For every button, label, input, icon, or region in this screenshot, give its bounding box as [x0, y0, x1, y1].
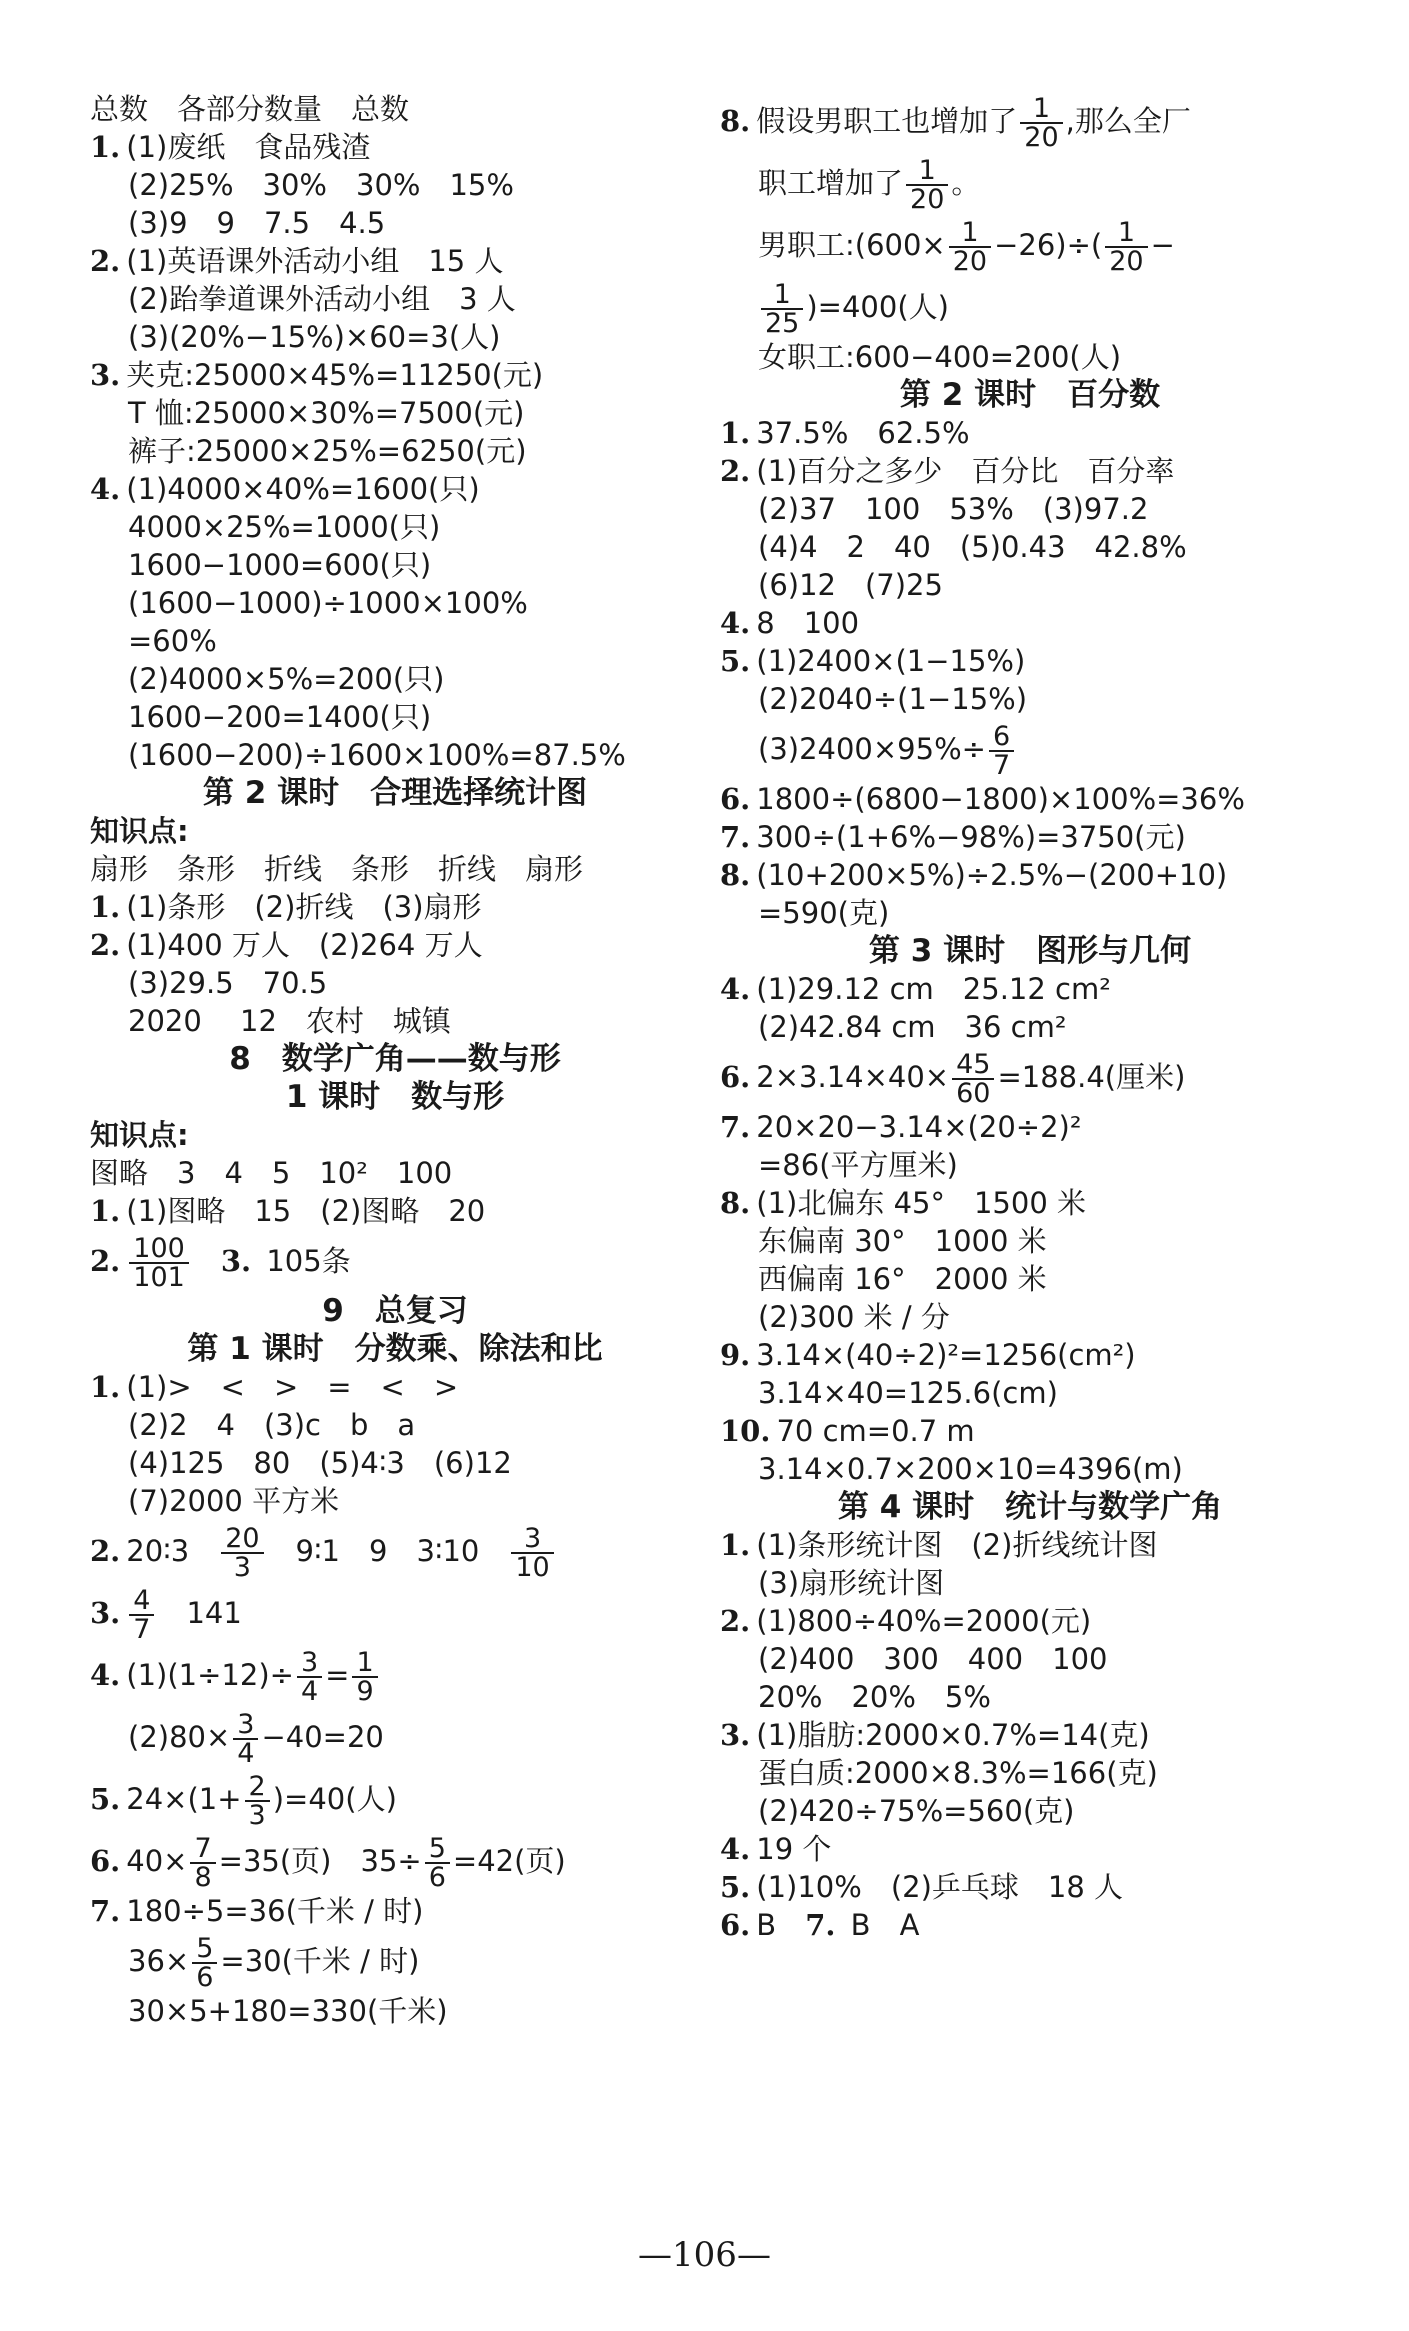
answer-line — [90, 204, 700, 242]
answer-text: 37.5% 62.5% — [756, 416, 970, 450]
answer-text: 3.14×0.7×200×10=4396(m) — [758, 1452, 1183, 1486]
question-number: 2. — [90, 1244, 121, 1278]
question-number: 5. — [720, 1870, 751, 1904]
fraction-numerator: 100 — [129, 1235, 189, 1264]
question-number: 1. — [90, 1370, 121, 1404]
answer-line — [720, 1008, 1340, 1046]
answer-text: 蛋白质:2000×8.3%=166(克) — [758, 1756, 1158, 1790]
answer-text: (3)2400×95%÷ — [758, 732, 986, 766]
answer-text: (3)(20%−15%)×60=3(人) — [128, 320, 501, 354]
answer-text: (3)29.5 70.5 — [128, 966, 328, 1000]
question-number: 3. — [220, 1244, 252, 1278]
answer-line — [720, 1716, 1340, 1754]
fraction-numerator: 4 — [129, 1587, 154, 1616]
answer-text: 9∶1 9 3∶10 — [266, 1534, 509, 1568]
answer-text: 2×3.14×40× — [756, 1060, 950, 1094]
answer-text: (1)脂肪:2000×0.7%=14(克) — [756, 1718, 1150, 1752]
answer-line — [720, 1602, 1340, 1640]
answer-line — [720, 1336, 1340, 1374]
answer-line — [720, 1108, 1340, 1146]
answer-line — [720, 338, 1340, 376]
answer-text: (1)英语课外活动小组 15 人 — [126, 244, 504, 278]
fraction-numerator: 45 — [952, 1051, 994, 1080]
answer-line — [720, 894, 1340, 932]
question-number: 5. — [90, 1782, 121, 1816]
answer-line — [90, 508, 700, 546]
question-number: 8. — [720, 104, 751, 138]
answer-text: =188.4(厘米) — [997, 1060, 1186, 1094]
right-column — [720, 90, 1340, 1944]
section-heading: 8 数学广角——数与形 — [229, 1041, 561, 1077]
answer-text: (6)12 (7)25 — [758, 568, 943, 602]
fraction — [425, 1835, 450, 1891]
answer-text: B A — [841, 1908, 920, 1942]
left-column — [90, 90, 700, 2030]
answer-line — [90, 1444, 700, 1482]
question-number: 8. — [720, 1186, 751, 1220]
answer-line — [90, 546, 700, 584]
answer-text: (1)(1÷12)÷ — [126, 1658, 294, 1692]
question-number: 7. — [720, 1110, 751, 1144]
question-number: 2. — [90, 1534, 121, 1568]
answer-text: (10+200×5%)÷2.5%−(200+10) — [756, 858, 1228, 892]
fraction-denominator: 6 — [428, 1862, 446, 1893]
question-number: 2. — [90, 928, 121, 962]
answer-text: (3)9 9 7.5 4.5 — [128, 206, 386, 240]
fraction — [297, 1649, 322, 1705]
answer-text: 30×5+180=330(千米) — [128, 1994, 448, 2028]
question-number: 9. — [720, 1338, 751, 1372]
answer-text: 1800÷(6800−1800)×100%=36% — [756, 782, 1245, 816]
answer-line — [90, 1154, 700, 1192]
answer-line — [90, 888, 700, 926]
answer-line — [90, 1992, 700, 2030]
fraction-denominator: 20 — [1109, 246, 1144, 277]
answer-line — [720, 818, 1340, 856]
answer-line — [90, 1582, 700, 1644]
answer-text: (2)2040÷(1−15%) — [758, 682, 1028, 716]
fraction — [129, 1587, 154, 1643]
fraction — [129, 1235, 189, 1291]
answer-line — [720, 1830, 1340, 1868]
fraction — [233, 1711, 258, 1767]
answer-text: (1)29.12 cm 25.12 cm² — [756, 972, 1111, 1006]
question-number: 3. — [90, 358, 121, 392]
answer-text: 职工增加了 — [758, 166, 904, 200]
answer-text: (1)> < > = < > — [126, 1370, 459, 1404]
answer-text: (2)300 米 / 分 — [758, 1300, 950, 1334]
answer-text: 裤子:25000×25%=6250(元) — [128, 434, 527, 468]
fraction-denominator: 3 — [248, 1800, 266, 1831]
question-number: 1. — [90, 890, 121, 924]
answer-line — [720, 1868, 1340, 1906]
answer-text: (2)4000×5%=200(只) — [128, 662, 445, 696]
answer-line — [90, 1368, 700, 1406]
fraction — [989, 723, 1014, 779]
answer-text: 男职工:(600× — [758, 228, 946, 262]
fraction-denominator: 7 — [133, 1614, 151, 1645]
answer-text: 4000×25%=1000(只) — [128, 510, 441, 544]
answer-line — [720, 414, 1340, 452]
knowledge-label: 知识点: — [90, 1118, 189, 1152]
fraction-denominator: 20 — [952, 246, 988, 277]
answer-text: =30(千米 / 时) — [220, 1944, 420, 1978]
answer-line — [720, 1298, 1340, 1336]
answer-text: 女职工:600−400=200(人) — [758, 340, 1122, 374]
answer-text: 20% 20% 5% — [758, 1680, 991, 1714]
fraction — [952, 1051, 994, 1107]
answer-text: B — [756, 1908, 806, 1942]
fraction-numerator: 3 — [511, 1525, 553, 1554]
answer-text: (1600−200)÷1600×100%=87.5% — [128, 738, 626, 772]
answer-text: (4)125 80 (5)4∶3 (6)12 — [128, 1446, 512, 1480]
answer-line — [720, 718, 1340, 780]
answer-line — [720, 90, 1340, 152]
fraction-numerator: 1 — [1020, 95, 1062, 124]
answer-line — [90, 280, 700, 318]
answer-line — [90, 1520, 700, 1582]
answer-line — [720, 604, 1340, 642]
answer-text: 西偏南 16° 2000 米 — [758, 1262, 1047, 1296]
answer-line — [90, 1482, 700, 1520]
answer-line — [90, 1002, 700, 1040]
answer-text: 扇形 条形 折线 条形 折线 扇形 — [90, 852, 584, 886]
fraction — [761, 281, 803, 337]
answer-line — [90, 1830, 700, 1892]
answer-line — [720, 214, 1340, 276]
answer-line — [720, 680, 1340, 718]
answer-line — [720, 1046, 1340, 1108]
question-number: 1. — [90, 130, 121, 164]
answer-line — [90, 1192, 700, 1230]
answer-text: T 恤:25000×30%=7500(元) — [128, 396, 525, 430]
fraction — [1020, 95, 1062, 151]
answer-line — [720, 276, 1340, 338]
answer-line — [720, 1146, 1340, 1184]
fraction-denominator: 4 — [237, 1738, 255, 1769]
answer-text: (1)百分之多少 百分比 百分率 — [756, 454, 1175, 488]
page-number: —106— — [638, 2235, 771, 2275]
answer-text: 40× — [126, 1844, 188, 1878]
answer-text — [192, 1244, 221, 1278]
answer-text: =42(页) — [452, 1844, 566, 1878]
fraction-denominator: 20 — [1024, 122, 1059, 153]
fraction — [352, 1649, 377, 1705]
fraction — [1105, 219, 1147, 275]
fraction-denominator: 4 — [300, 1676, 319, 1707]
answer-text: 20∶3 — [126, 1534, 219, 1568]
answer-line — [90, 1706, 700, 1768]
answer-line — [90, 622, 700, 660]
answer-line — [90, 318, 700, 356]
question-number: 6. — [90, 1844, 121, 1878]
answer-line — [90, 660, 700, 698]
answer-line — [90, 1892, 700, 1930]
question-number: 7. — [720, 820, 751, 854]
question-number: 2. — [90, 244, 121, 278]
answer-line — [720, 1222, 1340, 1260]
fraction — [190, 1835, 215, 1891]
answer-line — [90, 964, 700, 1002]
answer-line — [720, 1450, 1340, 1488]
answer-text: − — [1150, 228, 1175, 262]
question-number: 8. — [720, 858, 751, 892]
answer-text: 3.14×(40÷2)²=1256(cm²) — [756, 1338, 1136, 1372]
question-number: 6. — [720, 1908, 751, 1942]
fraction-numerator: 7 — [190, 1835, 215, 1864]
answer-text: 19 个 — [756, 1832, 832, 1866]
answer-text: (1)废纸 食品残渣 — [126, 130, 371, 164]
answer-line — [720, 1754, 1340, 1792]
answer-line — [720, 152, 1340, 214]
answer-text: 300÷(1+6%−98%)=3750(元) — [756, 820, 1186, 854]
fraction-denominator: 8 — [194, 1862, 212, 1893]
answer-text: 70 cm=0.7 m — [776, 1414, 975, 1448]
answer-line — [90, 736, 700, 774]
fraction-denominator: 101 — [133, 1262, 185, 1293]
fraction-denominator: 9 — [356, 1676, 374, 1707]
answer-text: (1)图略 15 (2)图略 20 — [126, 1194, 486, 1228]
answer-text: 20×20−3.14×(20÷2)² — [756, 1110, 1082, 1144]
answer-line — [90, 128, 700, 166]
section-heading: 9 总复习 — [322, 1293, 468, 1329]
question-number: 1. — [90, 1194, 121, 1228]
answer-line — [90, 698, 700, 736]
answer-text: (2)420÷75%=560(克) — [758, 1794, 1075, 1828]
fraction-numerator: 5 — [192, 1935, 217, 1964]
answer-text: 图略 3 4 5 10² 100 — [90, 1156, 453, 1190]
question-number: 4. — [90, 1658, 121, 1692]
answer-line — [720, 528, 1340, 566]
answer-text: (1)条形 (2)折线 (3)扇形 — [126, 890, 482, 924]
answer-line — [90, 850, 700, 888]
answer-line — [90, 166, 700, 204]
answer-line — [90, 356, 700, 394]
fraction-numerator: 1 — [1105, 219, 1147, 248]
answer-line — [720, 1184, 1340, 1222]
fraction-denominator: 3 — [233, 1552, 251, 1583]
answer-line — [90, 1230, 700, 1292]
answer-text: 141 — [157, 1596, 242, 1630]
answer-text: 2020 12 农村 城镇 — [128, 1004, 451, 1038]
answer-line — [720, 490, 1340, 528]
answer-line — [720, 1906, 1340, 1944]
answer-text: 3.14×40=125.6(cm) — [758, 1376, 1058, 1410]
answer-text: )=400(人) — [806, 290, 949, 324]
answer-text: (1600−1000)÷1000×100% — [128, 586, 528, 620]
question-number: 7. — [90, 1894, 121, 1928]
answer-text: 夹克:25000×45%=11250(元) — [126, 358, 544, 392]
fraction-numerator: 5 — [425, 1835, 450, 1864]
answer-text: −26)÷( — [994, 228, 1103, 262]
answer-line — [720, 970, 1340, 1008]
knowledge-label: 知识点: — [90, 814, 189, 848]
answer-text: =590(克) — [758, 896, 890, 930]
fraction-numerator: 1 — [906, 157, 948, 186]
answer-line — [720, 1564, 1340, 1602]
section-heading: 第 3 课时 图形与几何 — [868, 933, 1192, 969]
answer-text: ,那么全厂 — [1065, 104, 1191, 138]
section-heading: 第 2 课时 合理选择统计图 — [202, 775, 588, 811]
answer-text: =60% — [128, 624, 217, 658]
answer-line — [90, 1644, 700, 1706]
answer-text: (2)42.84 cm 36 cm² — [758, 1010, 1067, 1044]
answer-line — [720, 1260, 1340, 1298]
answer-line — [90, 90, 700, 128]
fraction — [221, 1525, 263, 1581]
question-number: 3. — [720, 1718, 751, 1752]
fraction-numerator: 3 — [297, 1649, 322, 1678]
fraction — [245, 1773, 270, 1829]
answer-line — [90, 926, 700, 964]
answer-text: 24×(1+ — [126, 1782, 242, 1816]
fraction-denominator: 6 — [196, 1962, 214, 1993]
answer-text: 1600−200=1400(只) — [128, 700, 432, 734]
answer-line — [720, 1640, 1340, 1678]
answer-text: 东偏南 30° 1000 米 — [758, 1224, 1047, 1258]
answer-text: (1)800÷40%=2000(元) — [756, 1604, 1092, 1638]
answer-line — [90, 1930, 700, 1992]
answer-text: )=40(人) — [272, 1782, 397, 1816]
answer-text: 8 100 — [756, 606, 860, 640]
answer-line — [90, 394, 700, 432]
answer-text: 1600−1000=600(只) — [128, 548, 432, 582]
fraction — [192, 1935, 217, 1991]
answer-line — [90, 242, 700, 280]
answer-line — [720, 1412, 1340, 1450]
question-number: 4. — [720, 972, 751, 1006]
answer-text: 。 — [951, 166, 981, 200]
answer-text: (1)400 万人 (2)264 万人 — [126, 928, 483, 962]
answer-text: 105条 — [257, 1244, 351, 1278]
question-number: 7. — [805, 1908, 836, 1942]
fraction — [906, 157, 948, 213]
fraction — [511, 1525, 553, 1581]
fraction-numerator: 6 — [989, 723, 1014, 752]
answer-line — [720, 1792, 1340, 1830]
answer-line — [720, 856, 1340, 894]
answer-text: =86(平方厘米) — [758, 1148, 958, 1182]
answer-text: (1)2400×(1−15%) — [756, 644, 1026, 678]
answer-line — [720, 780, 1340, 818]
answer-text: (1)条形统计图 (2)折线统计图 — [756, 1528, 1158, 1562]
answer-text: (2)25% 30% 30% 15% — [128, 168, 514, 202]
question-number: 5. — [720, 644, 751, 678]
answer-line — [720, 566, 1340, 604]
answer-line — [720, 642, 1340, 680]
fraction-numerator: 2 — [245, 1773, 270, 1802]
question-number: 2. — [720, 454, 751, 488]
fraction-denominator: 10 — [515, 1552, 550, 1583]
question-number: 3. — [90, 1596, 121, 1630]
fraction-numerator: 1 — [352, 1649, 377, 1678]
answer-text: 总数 各部分数量 总数 — [90, 92, 410, 126]
answer-line — [720, 452, 1340, 490]
answer-text: 36× — [128, 1944, 190, 1978]
fraction-denominator: 20 — [910, 184, 945, 215]
answer-text: (2)37 100 53% (3)97.2 — [758, 492, 1149, 526]
answer-line — [720, 1374, 1340, 1412]
answer-line — [90, 1406, 700, 1444]
answer-text: (2)跆拳道课外活动小组 3 人 — [128, 282, 516, 316]
question-number: 4. — [720, 606, 751, 640]
answer-line — [90, 470, 700, 508]
question-number: 6. — [720, 782, 751, 816]
answer-text: (2)400 300 400 100 — [758, 1642, 1108, 1676]
fraction-numerator: 20 — [221, 1525, 263, 1554]
answer-text: −40=20 — [261, 1720, 384, 1754]
answer-text: (3)扇形统计图 — [758, 1566, 945, 1600]
answer-line — [90, 584, 700, 622]
answer-text: =35(页) 35÷ — [218, 1844, 422, 1878]
fraction-numerator: 3 — [233, 1711, 258, 1740]
question-number: 4. — [90, 472, 121, 506]
answer-line — [720, 1526, 1340, 1564]
answer-text: (2)80× — [128, 1720, 231, 1754]
answer-line — [90, 1768, 700, 1830]
answer-text: (1)10% (2)乒乓球 18 人 — [756, 1870, 1124, 1904]
answer-text: (1)4000×40%=1600(只) — [126, 472, 480, 506]
answer-text: (4)4 2 40 (5)0.43 42.8% — [758, 530, 1187, 564]
answer-line — [720, 1678, 1340, 1716]
question-number: 1. — [720, 416, 751, 450]
section-heading: 第 2 课时 百分数 — [899, 377, 1161, 413]
fraction-denominator: 60 — [956, 1078, 991, 1109]
section-heading: 第 1 课时 分数乘、除法和比 — [187, 1331, 603, 1367]
section-heading: 第 4 课时 统计与数学广角 — [837, 1489, 1223, 1525]
answer-line — [90, 432, 700, 470]
answer-text: (2)2 4 (3)c b a — [128, 1408, 416, 1442]
fraction-numerator: 1 — [949, 219, 991, 248]
answer-text: (7)2000 平方米 — [128, 1484, 340, 1518]
question-number: 2. — [720, 1604, 751, 1638]
fraction-denominator: 7 — [992, 750, 1011, 781]
question-number: 6. — [720, 1060, 751, 1094]
answer-text: = — [325, 1658, 350, 1692]
question-number: 1. — [720, 1528, 751, 1562]
answer-text: 180÷5=36(千米 / 时) — [126, 1894, 424, 1928]
answer-text: (1)北偏东 45° 1500 米 — [756, 1186, 1087, 1220]
answer-text: 假设男职工也增加了 — [756, 104, 1018, 138]
question-number: 4. — [720, 1832, 751, 1866]
fraction-numerator: 1 — [761, 281, 803, 310]
section-heading: 1 课时 数与形 — [285, 1079, 505, 1115]
question-number: 10. — [720, 1414, 771, 1448]
fraction — [949, 219, 991, 275]
fraction-denominator: 25 — [765, 308, 800, 339]
